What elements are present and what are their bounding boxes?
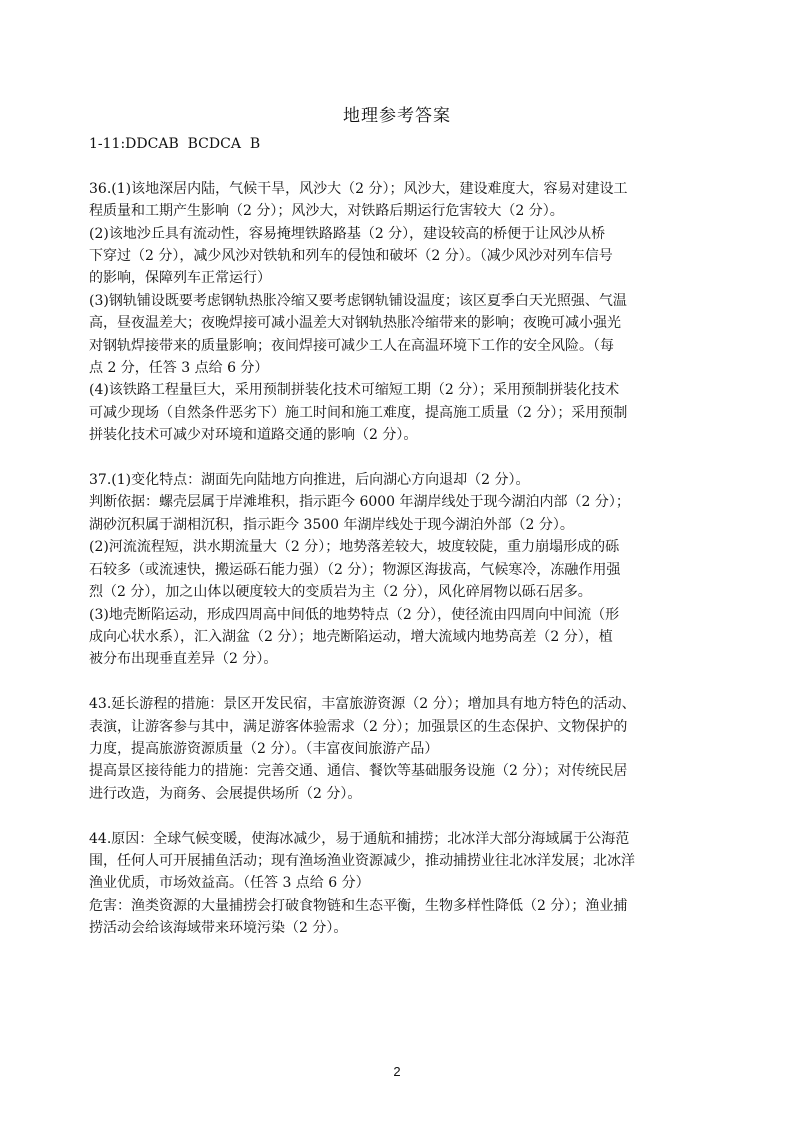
answer-line: 石较多（或流速快，搬运砾石能力强）（2 分）；物源区海拔高，气候寒冷，冻融作用强 xyxy=(89,561,621,578)
page-title: 地理参考答案 xyxy=(343,106,451,126)
answer-line: 判断依据：螺壳层属于岸滩堆积，指示距今 6000 年湖岸线处于现今湖泊内部（2 分）； xyxy=(89,494,630,511)
answer-line: 程质量和工期产生影响（2 分）；风沙大，对铁路后期运行危害较大（2 分）。 xyxy=(89,203,564,220)
answer-line: 提高景区接待能力的措施：完善交通、通信、餐饮等基础服务设施（2 分）；对传统民居 xyxy=(89,763,628,780)
spacer xyxy=(89,671,713,693)
spacer xyxy=(89,155,713,177)
spacer xyxy=(89,805,713,827)
answer-line: 下穿过（2 分），减少风沙对铁轨和列车的侵蚀和破坏（2 分）。（减少风沙对列车信号 xyxy=(89,248,613,265)
answer-line: 危害：渔类资源的大量捕捞会打破食物链和生态平衡，生物多样性降低（2 分）；渔业捕 xyxy=(89,897,628,914)
answer-line: 的影响，保障列车正常运行） xyxy=(89,270,271,287)
answer-block-43 xyxy=(89,693,713,805)
answer-line: (4)该铁路工程量巨大，采用预制拼装化技术可缩短工期（2 分）；采用预制拼装化技术 xyxy=(89,382,620,399)
answer-block-37 xyxy=(89,469,713,671)
answer-line: 烈（2 分），加之山体以硬度较大的变质岩为主（2 分），风化碎屑物以砾石居多。 xyxy=(89,584,592,601)
answer-line: 37.(1)变化特点：湖面先向陆地方向推进，后向湖心方向退却（2 分）。 xyxy=(89,472,530,489)
answer-line: (3)地壳断陷运动，形成四周高中间低的地势特点（2 分），使径流由四周向中间流（形 xyxy=(89,606,620,623)
answer-line: 43.延长游程的措施：景区开发民宿，丰富旅游资源（2 分）；增加具有地方特色的活动、 xyxy=(89,696,636,713)
answer-line: 表演，让游客参与其中，满足游客体验需求（2 分）；加强景区的生态保护、文物保护的 xyxy=(89,718,628,735)
answer-line: 44.原因：全球气候变暖，使海冰减少，易于通航和捕捞；北冰洋大部分海域属于公海范 xyxy=(89,830,630,847)
answer-content xyxy=(89,133,713,940)
answer-block-44 xyxy=(89,828,713,940)
answer-line: 湖砂沉积属于湖相沉积，指示距今 3500 年湖岸线处于现今湖泊外部（2 分）。 xyxy=(89,516,574,533)
page-number: 2 xyxy=(393,1064,401,1079)
answer-line: 成向心状水系），汇入湖盆（2 分）；地壳断陷运动，增大流域内地势高差（2 分），植 xyxy=(89,628,613,645)
answer-line: 力度，提高旅游资源质量（2 分）。（丰富夜间旅游产品） xyxy=(89,740,439,757)
answer-line: (3)钢轨铺设既要考虑钢轨热胀冷缩又要考虑钢轨铺设温度；该区夏季白天光照强、气温 xyxy=(89,292,627,309)
answer-line: 进行改造，为商务、会展提供场所（2 分）。 xyxy=(89,785,362,802)
answer-line: (2)河流流程短，洪水期流量大（2 分）；地势落差较大，坡度较陡，重力崩塌形成的砾 xyxy=(89,539,620,556)
answer-line: 被分布出现垂直差异（2 分）。 xyxy=(89,651,278,668)
spacer xyxy=(89,447,713,469)
answer-line: 对钢轨焊接带来的质量影响；夜间焊接可减少工人在高温环境下工作的安全风险。（每 xyxy=(89,337,614,354)
answer-line: 拼装化技术可减少对环境和道路交通的影响（2 分）。 xyxy=(89,427,418,444)
choice-answers: 1-11:DDCAB BCDCA B xyxy=(89,136,261,152)
answer-line: 可减少现场（自然条件恶劣下）施工时间和施工难度，提高施工质量（2 分）；采用预制 xyxy=(89,404,628,421)
answer-line: 36.(1)该地深居内陆，气候干旱，风沙大（2 分）；风沙大，建设难度大，容易对建设工 xyxy=(89,180,628,197)
answer-line: (2)该地沙丘具有流动性，容易掩埋铁路路基（2 分），建设较高的桥便于让风沙从桥 xyxy=(89,225,606,242)
answer-line: 渔业优质，市场效益高。（任答 3 点给 6 分） xyxy=(89,875,370,892)
answer-line: 高，昼夜温差大；夜晚焊接可减小温差大对钢轨热胀冷缩带来的影响；夜晚可减小强光 xyxy=(89,315,621,332)
answer-line: 捞活动会给该海域带来环境污染（2 分）。 xyxy=(89,920,348,937)
answer-line: 点 2 分，任答 3 点给 6 分） xyxy=(89,360,269,377)
answer-line: 围，任何人可开展捕鱼活动；现有渔场渔业资源减少，推动捕捞业往北冰洋发展；北冰洋 xyxy=(89,852,635,869)
answer-block-36 xyxy=(89,178,713,447)
